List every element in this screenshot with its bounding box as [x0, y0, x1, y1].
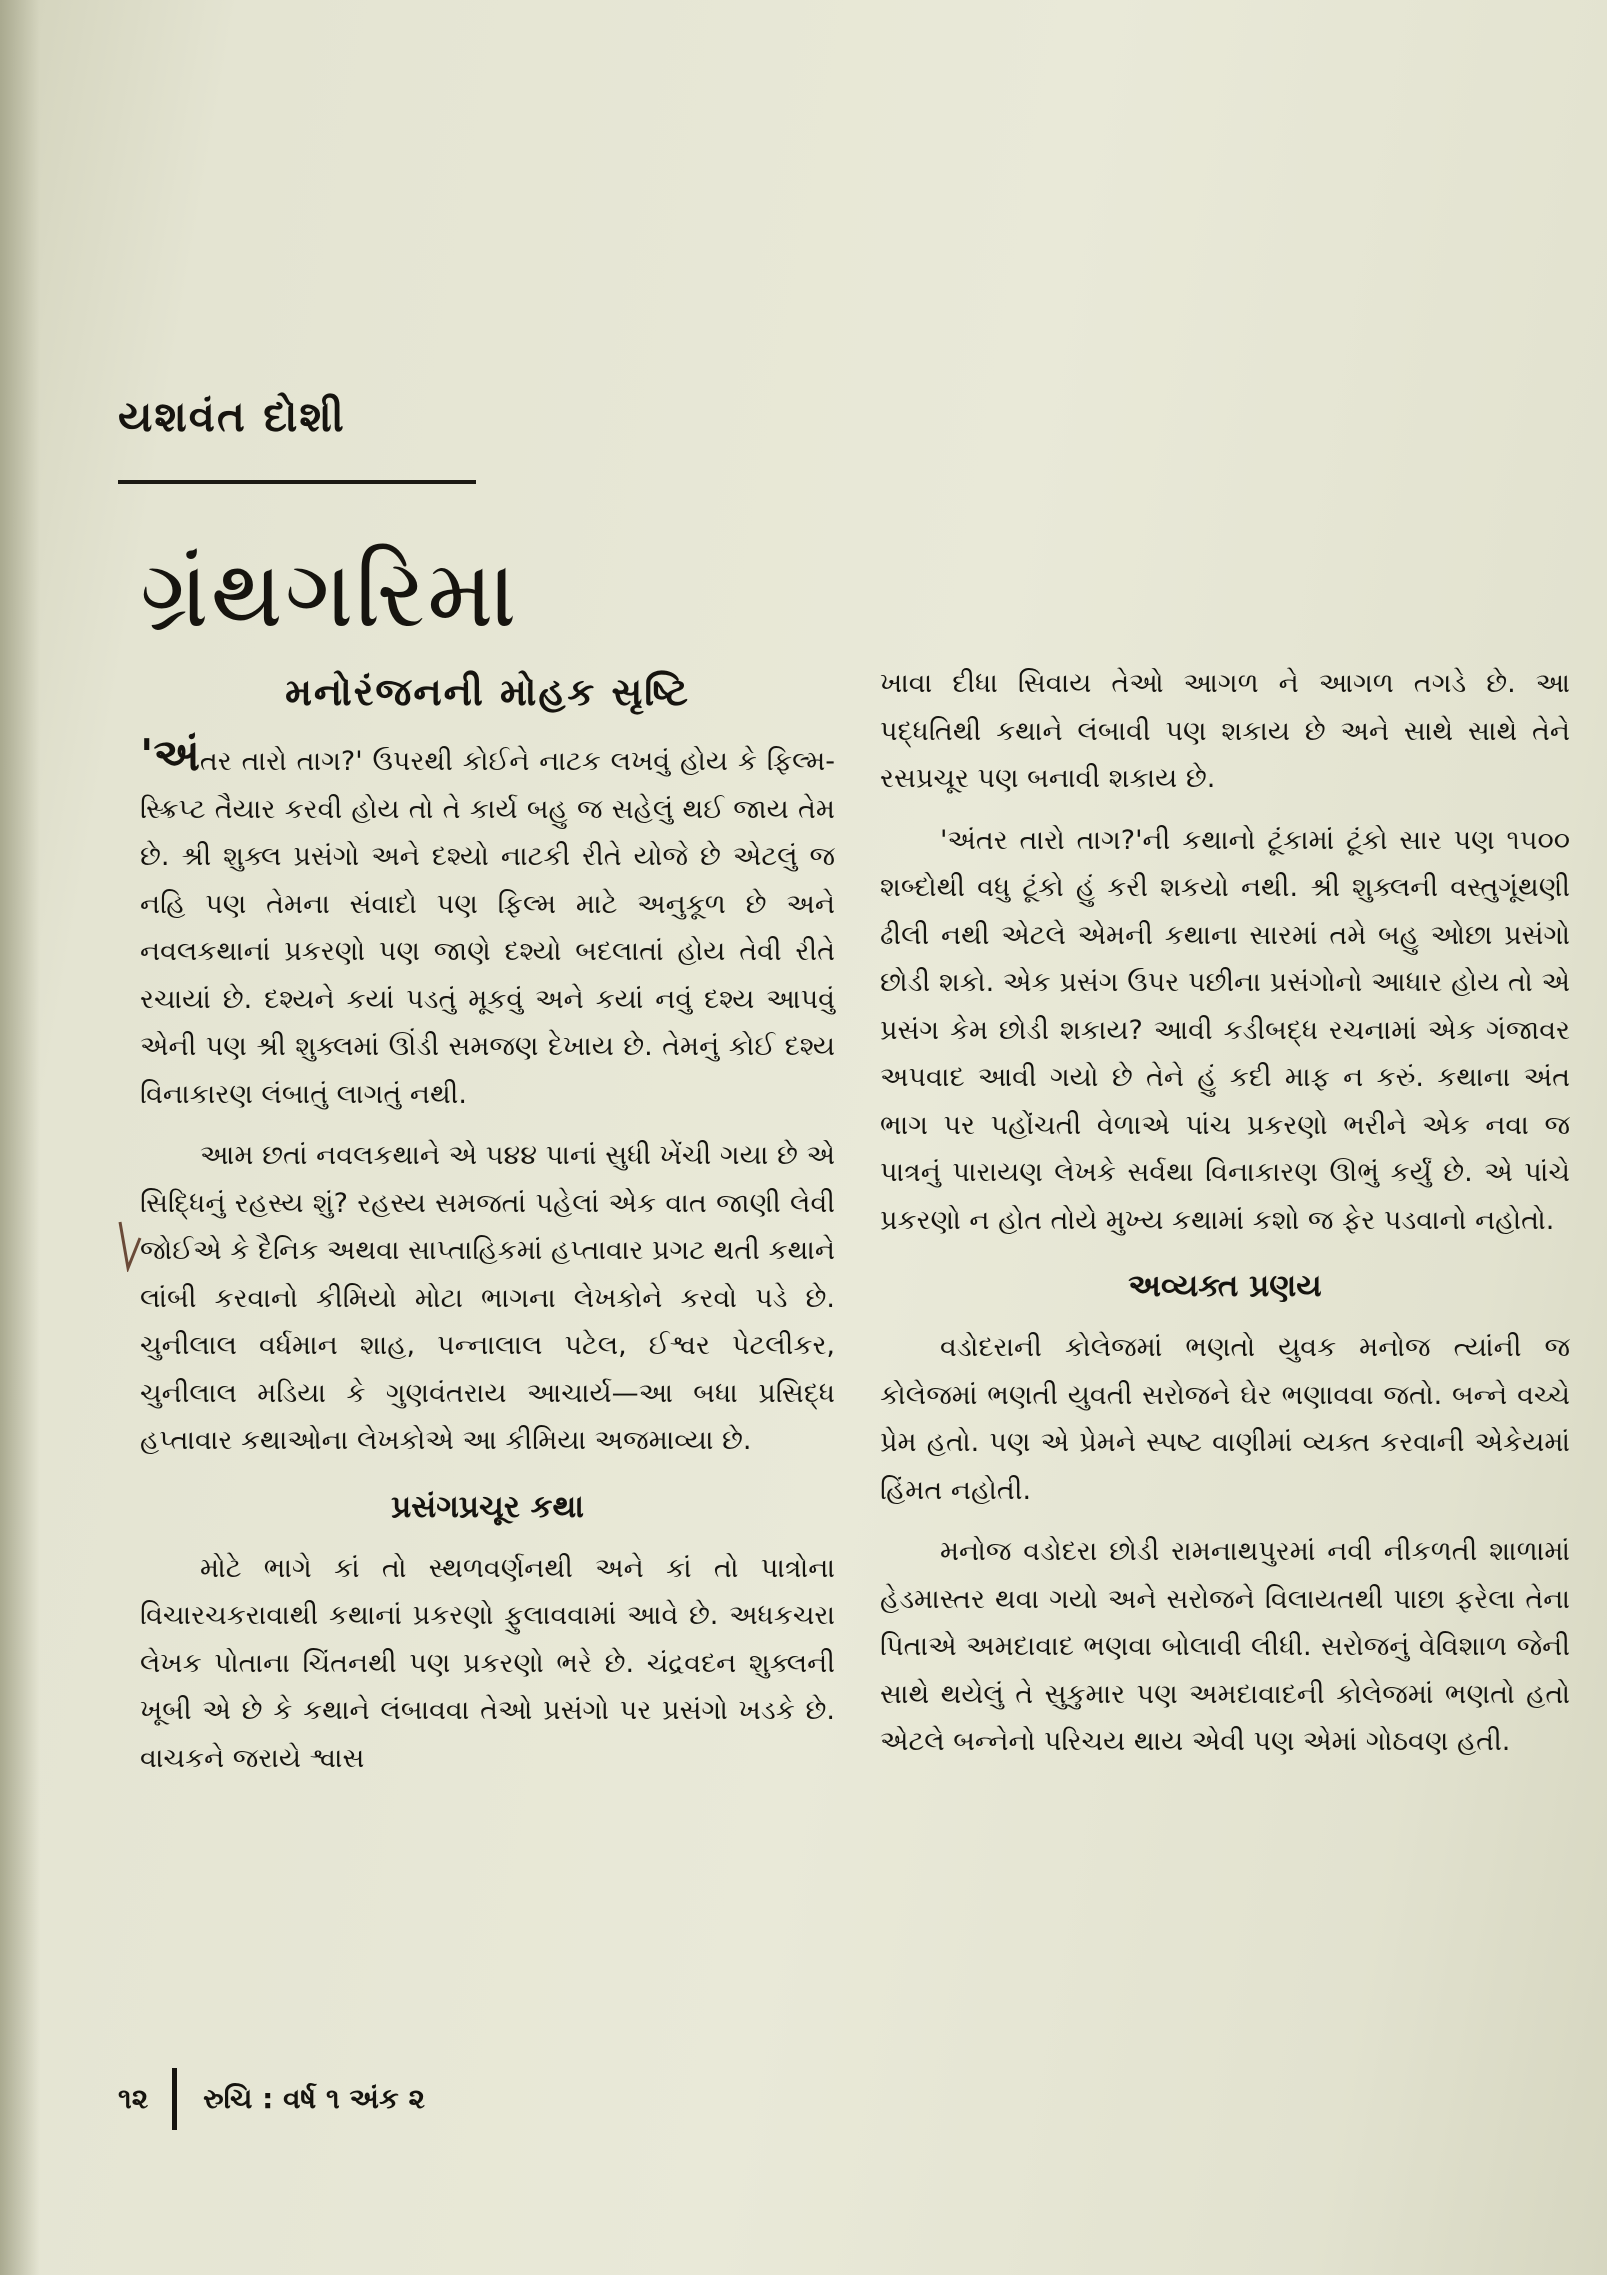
article-title: ગ્રંથગરિમા — [140, 540, 519, 649]
page-number: ૧૨ — [118, 2082, 149, 2115]
section-heading-entertainment: મનોરંજનની મોહક સૃષ્ટિ — [285, 670, 690, 714]
pencil-check-mark — [118, 1218, 142, 1272]
page-footer — [118, 2068, 425, 2130]
section-heading-unexpressed-love: અવ્યક્ત પ્રણય — [1128, 1268, 1322, 1304]
drop-cap: 'અં — [140, 730, 200, 781]
paragraph: ખાવા દીધા સિવાય તેઓ આગળ ને આગળ તગડે છે. આ પદ્ધતિથી કથાને લંબાવી પણ શકાય છે અને સાથે સાથે તેને રસપ્રચૂર પણ બનાવી શકાય છે. — [880, 668, 1570, 794]
author-name: યશવંત દોશી — [118, 392, 346, 441]
right-column — [880, 660, 1570, 1780]
footer-divider — [172, 2068, 177, 2130]
issue-info: રુચિ : વર્ષ ૧ અંક ૨ — [203, 2082, 425, 2115]
left-column — [140, 660, 835, 1796]
spine-shadow — [0, 0, 40, 2275]
paragraph: વડોદરાની કોલેજમાં ભણતો યુવક મનોજ ત્યાંની જ કોલેજમાં ભણતી યુવતી સરોજને ઘેર ભણાવવા જતો. બન્ને વચ્ચે પ્રેમ હતો. પણ એ પ્રેમને સ્પષ્ટ વાણીમાં વ્યક્ત કરવાની એકેયમાં હિંમત નહોતી. — [880, 1332, 1570, 1506]
paragraph: 'અંતર તારો તાગ?'ની કથાનો ટૂંકામાં ટૂંકો સાર પણ ૧૫૦૦ શબ્દોથી વધુ ટૂંકો હું કરી શકયો નથી. શ્રી શુક્લની વસ્તુગૂંથણી ઢીલી નથી એટલે એમની કથાના સારમાં તમે બહુ ઓછા પ્રસંગો છોડી શકો. એક પ્રસંગ ઉપર પછીના પ્રસંગોનો આધાર હોય તો એ પ્રસંગ કેમ છોડી શકાય? આવી કડીબદ્ધ રચનામાં એક ગંજાવર અપવાદ આવી ગયો છે તેને હું કદી માફ ન કરું. કથાના અંત ભાગ પર પહોંચતી વેળાએ પાંચ પ્રકરણો ભરીને એક નવા જ પાત્રનું પારાયણ લેખકે સર્વથા વિનાકારણ ઊભું કર્યું છે. એ પાંચે પ્રકરણો ન હોત તોયે મુખ્ય કથામાં કશો જ ફેર પડવાનો નહોતો. — [880, 824, 1570, 1236]
paragraph-text: તર તારો તાગ?' ઉપરથી કોઈને નાટક લખવું હોય કે ફિલ્મ-સ્ક્રિપ્ટ તૈયાર કરવી હોય તો તે કાર્ય બહુ જ સહેલું થઈ જાય તેમ છે. શ્રી શુક્લ પ્રસંગો અને દશ્યો નાટકી રીતે યોજે છે એટલું જ નહિ પણ તેમના સંવાદો પણ ફિલ્મ માટે અનુકૂળ છે અને નવલકથાનાં પ્રકરણો પણ જાણે દશ્યો બદલાતાં હોય તેવી રીતે રચાયાં છે. દશ્યને કયાં પડતું મૂકવું અને કયાં નવું દશ્ય આપવું એની પણ શ્રી શુક્લમાં ઊંડી સમજણ દેખાય છે. તેમનું કોઈ દશ્ય વિનાકારણ લંબાતું લાગતું નથી. — [140, 746, 835, 1110]
paragraph: મનોજ વડોદરા છોડી રામનાથપુરમાં નવી નીકળતી શાળામાં હેડમાસ્તર થવા ગયો અને સરોજને વિલાયતથી પાછા ફરેલા તેના પિતાએ અમદાવાદ ભણવા બોલાવી લીધી. સરોજનું વેવિશાળ જેની સાથે થયેલું તે સુકુમાર પણ અમદાવાદની કોલેજમાં ભણતો હતો એટલે બન્નેનો પરિચય થાય એવી પણ એમાં ગોઠવણ હતી. — [880, 1536, 1570, 1757]
section-heading-incident-rich: પ્રસંગપ્રચૂર કથા — [391, 1488, 584, 1525]
title-divider — [118, 480, 476, 484]
paragraph: આમ છતાં નવલકથાને એ ૫૪૪ પાનાં સુધી ખેંચી ગયા છે એ સિદ્ધિનું રહસ્ય શું? રહસ્ય સમજતાં પહેલાં એક વાત જાણી લેવી જોઈએ કે દૈનિક અથવા સાપ્તાહિકમાં હપ્તાવાર પ્રગટ થતી કથાને લાંબી કરવાનો કીમિયો મોટા ભાગના લેખકોને કરવો પડે છે. ચુનીલાલ વર્ધમાન શાહ, પન્નાલાલ પટેલ, ઈશ્વર પેટલીકર, ચુનીલાલ મડિયા કે ગુણવંતરાય આચાર્ય—આ બધા પ્રસિદ્ધ હપ્તાવાર કથાઓના લેખકોએ આ કીમિયા અજમાવ્યા છે. — [140, 1140, 835, 1456]
paragraph: મોટે ભાગે કાં તો સ્થળવર્ણનથી અને કાં તો પાત્રોના વિચારચકરાવાથી કથાનાં પ્રકરણો ફુલાવવામાં આવે છે. અધકચરા લેખક પોતાના ચિંતનથી પણ પ્રકરણો ભરે છે. ચંદ્રવદન શુક્લની ખૂબી એ છે કે કથાને લંબાવવા તેઓ પ્રસંગો પર પ્રસંગો ખડકે છે. વાચકને જરાયે શ્વાસ — [140, 1552, 835, 1774]
paragraph — [140, 732, 835, 1118]
